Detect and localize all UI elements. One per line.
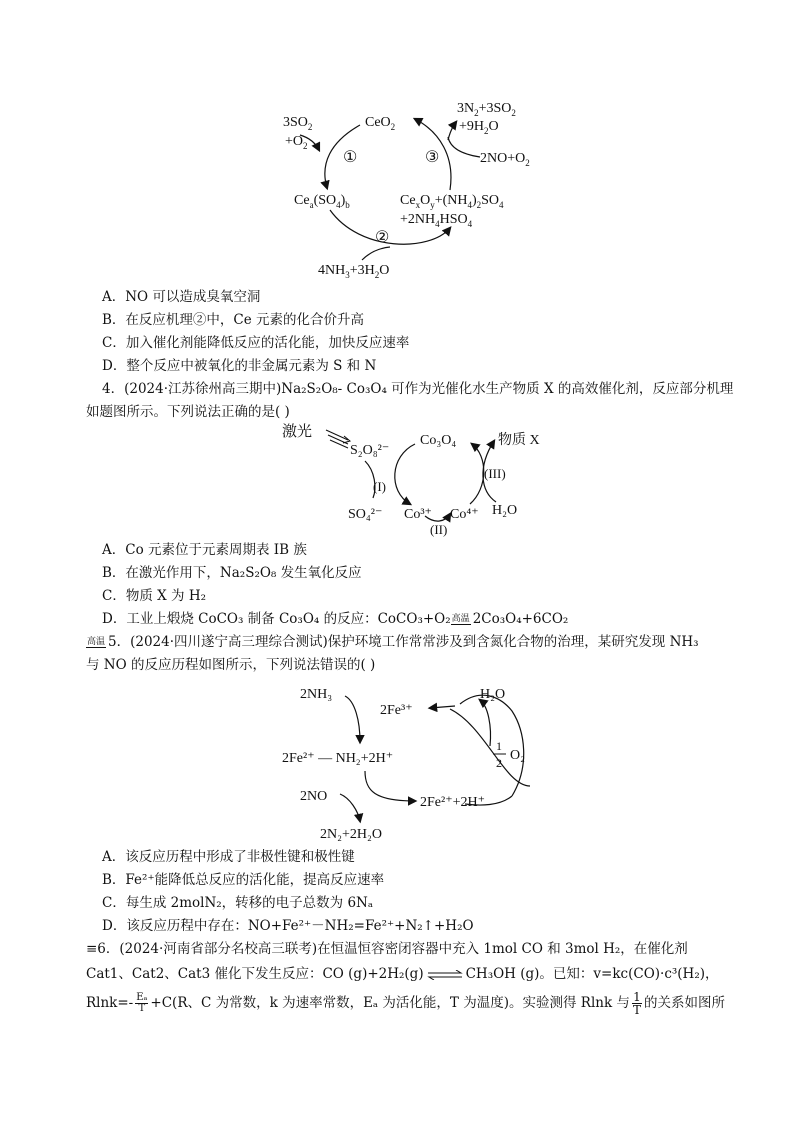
co3o4-label: Co₃O₄: [420, 433, 457, 448]
fe3-label: 2Fe³⁺: [380, 703, 413, 718]
co3-label: Co³⁺: [404, 507, 432, 522]
fe-nh2-complex-label: 2Fe²⁺ — NH₂+2H⁺: [282, 751, 394, 766]
co4-label: Co⁴⁺: [450, 507, 479, 522]
h2o-label: $+9H_2O$: [459, 119, 499, 136]
nh3-h2o-label: $4NH_3+3H_2O$: [318, 263, 390, 280]
q5-option-a[interactable]: A．该反应历程中形成了非极性键和极性键: [102, 849, 355, 865]
n2-so2-label: $3N_2+3SO_2$: [457, 101, 516, 118]
step-ii-label: (II): [430, 522, 448, 537]
step-1-label: ①: [343, 149, 358, 166]
q4-option-b[interactable]: B．在激光作用下，Na₂S₂O₈ 发生氧化反应: [102, 565, 362, 581]
q5-option-d[interactable]: D．该反应历程中存在：NO+Fe²⁺－NH₂=Fe²⁺+N₂↑+H₂O: [102, 918, 474, 934]
q4-stem-line-1: 4．(2024·江苏徐州高三期中)Na₂S₂O₈- Co₃O₄ 可作为光催化水生产物质 X 的高效催化剂，反应部分机理: [102, 381, 734, 397]
q4-option-d[interactable]: D．工业上煅烧 CoCO₃ 制备 Co₃O₄ 的反应：CoCO₃+O₂高温 2Co₃O₄+6CO₂: [102, 611, 569, 627]
high-temp-condition: 高温: [451, 614, 470, 624]
q5-stem-line-1: 高温 5．(2024·四川遂宁高三理综合测试)保护环境工作常常涉及到含氮化合物的治理，某研究发现 NH₃: [87, 634, 699, 650]
q3-option-c[interactable]: C．加入催化剂能降低反应的活化能，加快反应速率: [102, 335, 410, 351]
q6-line-1: ≡6．(2024·河南省部分名校高三联考)在恒温恒容密闭容器中充入 1mol CO 和 3mol H₂，在催化剂: [86, 941, 688, 957]
inverse-t-fraction: $\frac{1}{T}$: [632, 990, 641, 1017]
q6-line-3: Rlnk=- $\frac{\text{Eₐ}}{T}$ +C(R、C 为常数，k 为速率常数，Eₐ 为活化能，T 为温度)。实验测得 Rlnk 与 $\frac{1}{T}$ 的关系如图所: [86, 990, 725, 1017]
product-x-label: 物质 X: [498, 433, 540, 448]
water-label: H₂O: [492, 503, 518, 518]
step-i-label: (I): [373, 479, 386, 494]
laser-arrows-icon: [326, 430, 350, 448]
so4-label: SO₄²⁻: [348, 507, 383, 522]
q5-stem-line-2: 与 NO 的反应历程如图所示，下列说法错误的( ): [86, 657, 376, 673]
laser-label: 激光: [282, 424, 313, 440]
q3-option-d[interactable]: D．整个反应中被氧化的非金属元素为 S 和 N: [102, 358, 377, 374]
step-iii-label: (III): [484, 466, 506, 481]
nh4hso4-label: $+2NH_4HSO_4$: [400, 212, 473, 229]
cerium-cycle-diagram: [270, 92, 600, 284]
equilibrium-arrow-icon: [427, 970, 463, 980]
cobalt-photocatalysis-diagram: [280, 416, 580, 538]
half-o2-label: 1: [496, 739, 502, 753]
o2-label: O₂: [510, 748, 525, 763]
q4-stem-line-2: 如题图所示。下列说法正确的是( ): [86, 404, 290, 420]
ceo2-label: CeO$_2$: [365, 115, 396, 132]
cex-label: $Ce_xO_y+(NH_4)_2SO_4$: [400, 193, 504, 210]
step-3-label: ③: [425, 149, 440, 166]
n2-h2o-label: 2N₂+2H₂O: [320, 827, 382, 842]
q4-option-a[interactable]: A．Co 元素位于元素周期表 IB 族: [102, 542, 307, 558]
s2o8-label: S₂O₈²⁻: [350, 443, 390, 458]
half-o2-denominator: 2: [496, 756, 502, 770]
q4-option-c[interactable]: C．物质 X 为 H₂: [102, 588, 206, 604]
high-temp-tag: 高温: [87, 637, 106, 647]
cea-label: $Ce_a(SO_4)_b$: [294, 193, 350, 210]
no-o2-label: $2NO+O_2$: [480, 151, 530, 168]
q5-option-c[interactable]: C．每生成 2molN₂，转移的电子总数为 6Nₐ: [102, 895, 374, 911]
no-label: 2NO: [300, 789, 328, 804]
q6-line-2: Cat1、Cat2、Cat3 催化下发生反应：CO (g)+2H₂(g) CH₃OH (g)。已知：v=kc(CO)·c³(H₂)，: [86, 966, 719, 982]
q3-option-a[interactable]: A．NO 可以造成臭氧空洞: [102, 289, 261, 305]
water-product-label: H₂O: [480, 687, 506, 702]
fe2-h-label: 2Fe²⁺+2H⁺: [420, 795, 485, 810]
ea-over-t-fraction: $\frac{\text{Eₐ}}{T}$: [136, 992, 148, 1014]
nh3-label: 2NH₃: [300, 687, 333, 702]
step-2-label: ②: [375, 229, 390, 246]
iron-catalysis-diagram: [280, 676, 580, 846]
q5-option-b[interactable]: B．Fe²⁺能降低总反应的活化能，提高反应速率: [102, 872, 385, 888]
o2-label: $+O_2$: [285, 134, 308, 151]
q3-option-b[interactable]: B．在反应机理②中，Ce 元素的化合价升高: [102, 312, 365, 328]
so2-label: $3SO_2$: [283, 115, 313, 132]
